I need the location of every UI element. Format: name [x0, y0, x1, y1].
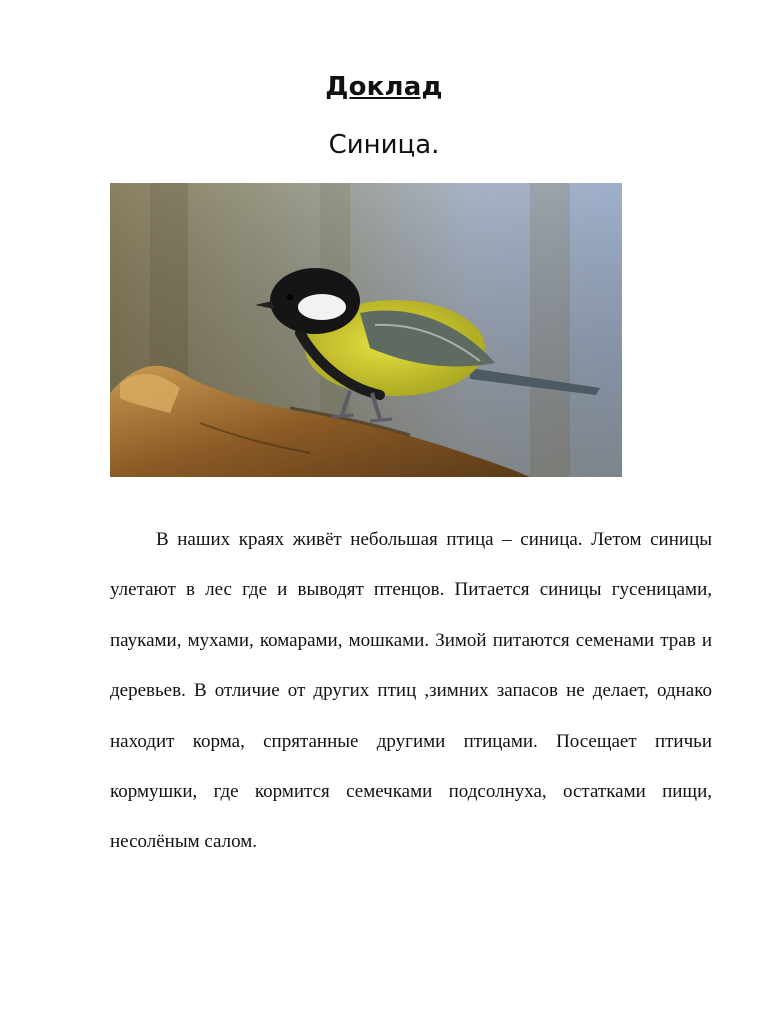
- bird-photo: [110, 183, 622, 477]
- document-title: Доклад: [325, 72, 443, 102]
- document-subtitle: Синица.: [328, 130, 440, 160]
- report-paragraph: В наших краях живёт небольшая птица – синица. Летом синицы улетают в лес где и выводят птенцов. Питается синицы гусеницами, пауками, мухами, комарами, мошками. Зимой питаются семенами трав и деревьев. В отличие от других птиц ,зимних запасов не делает, однако находит корма, спрятанные другими птицами. Посещает птичьи кормушки, где кормится семечками подсолнуха, остатками пищи, несолёным салом.: [110, 529, 712, 853]
